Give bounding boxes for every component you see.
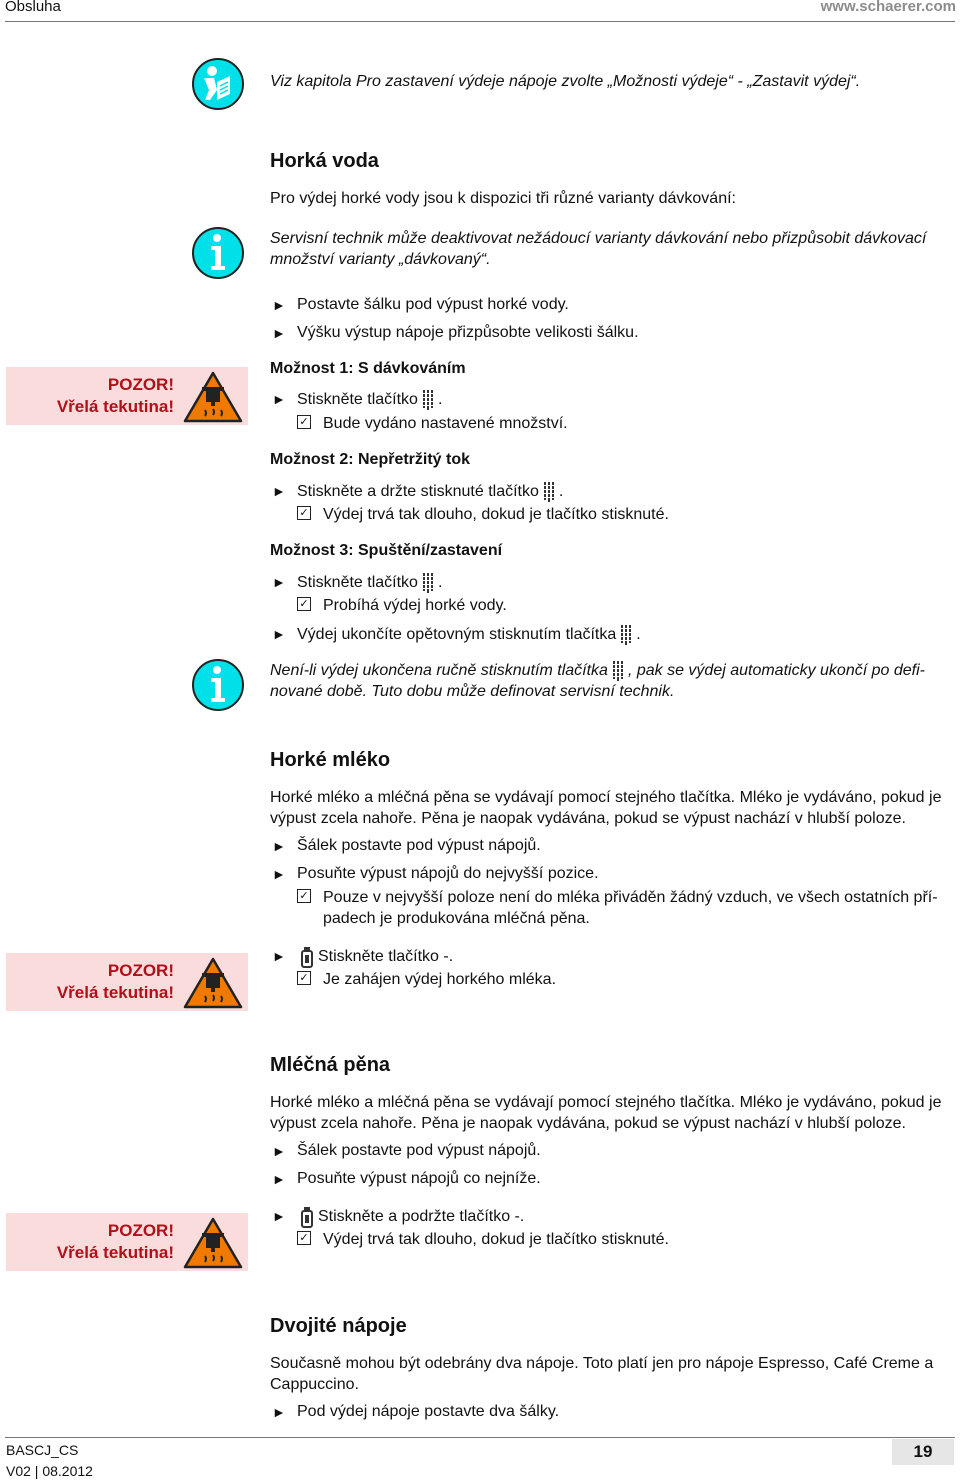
double-drinks-intro: Současně mohou být odebrány dva nápoje. Toto platí jen pro nápoje Espresso, Café Creme a Cappuccino. [270, 1355, 934, 1393]
step-marker-icon: ► [272, 626, 286, 642]
milk-button-icon [300, 946, 314, 968]
footer-rule [5, 1437, 955, 1438]
warning-subtitle: Vřelá tekutina! [56, 1243, 174, 1262]
section-title-milk-foam: Mléčná pěna [270, 1054, 391, 1076]
section-title-hot-water: Horká voda [270, 150, 379, 172]
hot-liquid-warning-icon [182, 1216, 244, 1270]
document-version: V02 | 08.2012 [6, 1463, 93, 1479]
warning-box [6, 367, 248, 425]
step-marker-icon: ► [272, 1171, 286, 1187]
milk-button-icon [300, 1206, 314, 1228]
warning-title: POZOR! [107, 375, 174, 394]
result-checkbox-icon: ✓ [297, 597, 311, 611]
step-marker-icon: ► [272, 1208, 286, 1224]
page-header [0, 0, 960, 22]
option-3-title: Možnost 3: Spuštění/zastavení [270, 542, 503, 559]
hot-water-button-icon [543, 481, 555, 503]
step-marker-icon: ► [272, 1143, 286, 1159]
section-title-hot-milk: Horké mléko [270, 749, 391, 771]
result-checkbox-icon: ✓ [297, 415, 311, 429]
stop-note: Viz kapitola Pro zastavení výdeje nápoje zvolte „Možnosti výdeje“ - „Zastavit výdej“. [270, 73, 861, 90]
step-marker-icon: ► [272, 574, 286, 590]
result-checkbox-icon: ✓ [297, 971, 311, 985]
hot-liquid-warning-icon [182, 956, 244, 1010]
step-marker-icon: ► [272, 1404, 286, 1420]
hot-water-button-icon [620, 624, 632, 646]
step-marker-icon: ► [272, 483, 286, 499]
warning-subtitle: Vřelá tekutina! [56, 983, 174, 1002]
service-note: Servisní technik může deaktivovat nežádoucí varianty dávkování nebo přizpůsobit dávkovací množství varianty „dávkovaný“. [270, 230, 927, 268]
step-marker-icon: ► [272, 838, 286, 854]
warning-box [6, 953, 248, 1011]
warning-box [6, 1213, 248, 1271]
result-checkbox-icon: ✓ [297, 889, 311, 903]
hot-water-button-icon [422, 389, 434, 411]
step-marker-icon: ► [272, 297, 286, 313]
manual-reading-icon [190, 56, 246, 112]
warning-title: POZOR! [107, 1221, 174, 1240]
option-2-title: Možnost 2: Nepřetržitý tok [270, 451, 471, 468]
info-icon [190, 657, 246, 713]
hot-milk-intro: Horké mléko a mléčná pěna se vydávají pomocí stejného tlačítka. Mléko je vydáváno, pokud je výpust zcela nahoře. Pěna je naopak vydávána, pokud se výpust nachází v hlubší poloze. [270, 789, 942, 827]
result-checkbox-icon: ✓ [297, 506, 311, 520]
warning-title: POZOR! [107, 961, 174, 980]
info-icon [190, 225, 246, 281]
milk-foam-intro: Horké mléko a mléčná pěna se vydávají pomocí stejného tlačítka. Mléko je vydáváno, pokud je výpust zcela nahoře. Pěna je naopak vydávána, pokud se výpust nachází v hlubší poloze. [270, 1094, 942, 1132]
page-number: 19 [892, 1439, 954, 1465]
section-title-double-drinks: Dvojité nápoje [270, 1315, 407, 1337]
warning-subtitle: Vřelá tekutina! [56, 397, 174, 416]
result-checkbox-icon: ✓ [297, 1231, 311, 1245]
hot-liquid-warning-icon [182, 370, 244, 424]
step-marker-icon: ► [272, 866, 286, 882]
hot-water-intro: Pro výdej horké vody jsou k dispozici tři různé varianty dávkování: [270, 190, 736, 207]
website-link[interactable]: www.schaerer.com [820, 0, 956, 15]
document-code: BASCJ_CS [6, 1442, 79, 1458]
option-1-title: Možnost 1: S dávkováním [270, 360, 466, 377]
auto-stop-note: Není-li výdej ukončena ručně stisknutím tlačítka , pak se výdej automaticky ukončí po defi- nované době. Tuto dobu může definovat servisní technik. [270, 660, 958, 703]
hot-water-button-icon [422, 572, 434, 594]
step-marker-icon: ► [272, 391, 286, 407]
section-name: Obsluha [5, 0, 61, 15]
step-marker-icon: ► [272, 325, 286, 341]
hot-water-button-icon [612, 660, 624, 682]
header-rule [5, 21, 955, 22]
step-marker-icon: ► [272, 948, 286, 964]
